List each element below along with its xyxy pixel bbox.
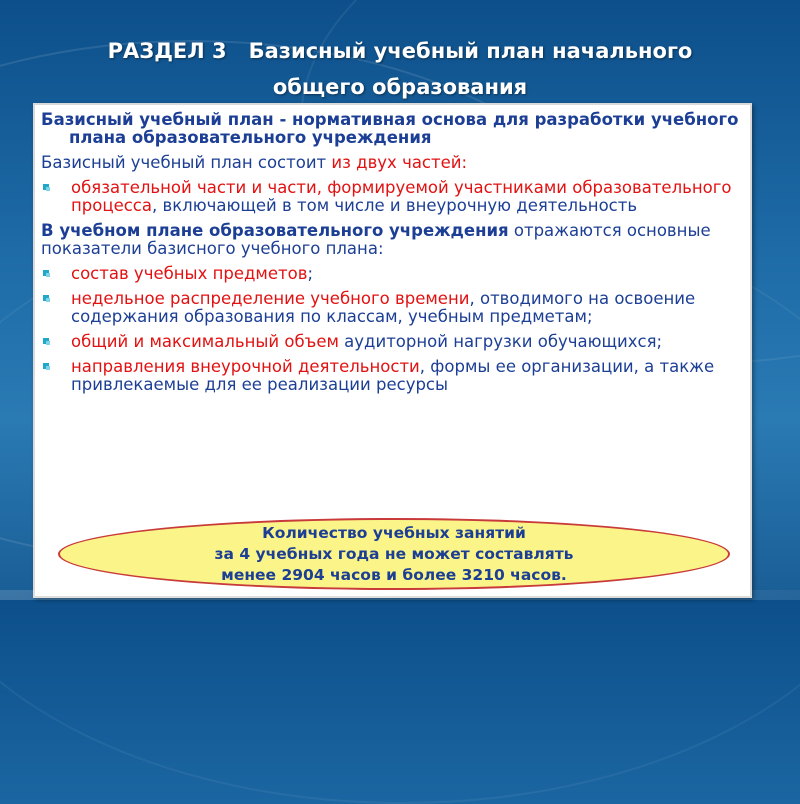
title-line-1 <box>40 33 760 69</box>
definition-paragraph: Базисный учебный план - нормативная основа для разработки учебного плана образовательного учреждения <box>41 110 739 147</box>
bullet-icon <box>43 270 49 276</box>
list-item-highlight: недельное распределение учебного времени <box>71 289 470 308</box>
parts-text: Базисный учебный план состоит <box>41 153 332 172</box>
list-item <box>41 333 740 351</box>
list-item <box>41 290 740 326</box>
section-label: РАЗДЕЛ 3 <box>107 39 227 63</box>
parts-paragraph <box>41 154 740 172</box>
list-item-highlight: обязательной части и части, формируемой участниками образовательного процесса <box>71 178 732 215</box>
parts-highlight: из двух частей: <box>331 153 468 172</box>
list-item-text: , формы ее организации, а также привлекаемые для ее реализации ресурсы <box>71 357 715 394</box>
hours-callout <box>58 518 730 590</box>
bullet-icon <box>43 295 49 301</box>
title-line-2: общего образования <box>272 75 528 99</box>
bullet-icon <box>43 363 49 369</box>
slide-title <box>40 33 760 105</box>
list-item-text: аудиторной нагрузки обучающихся; <box>338 332 663 351</box>
plan-paragraph <box>41 222 740 258</box>
callout-line-2: за 4 учебных года не может составлять <box>214 545 574 563</box>
footer-strip <box>0 590 800 600</box>
list-item-highlight: направления внеурочной деятельности <box>71 357 420 376</box>
list-item-text: , отводимого на освоение содержания образования по классам, учебным предметам; <box>71 289 696 326</box>
plan-bold-text: В учебном плане образовательного учреждения <box>41 221 509 240</box>
list-item <box>41 179 740 215</box>
bullet-icon <box>43 184 49 190</box>
title-text-1: Базисный учебный план начального <box>248 39 693 63</box>
list-item <box>41 265 740 283</box>
list-item <box>41 358 740 394</box>
list-item-text: ; <box>307 264 314 283</box>
callout-line-3: менее 2904 часов и более 3210 часов. <box>221 566 567 584</box>
bullet-icon <box>43 338 49 344</box>
callout-line-1: Количество учебных занятий <box>262 524 526 542</box>
list-item-text: , включающей в том числе и внеурочную деятельность <box>152 196 638 215</box>
plan-text: отражаются основные показатели базисного учебного плана: <box>41 221 711 258</box>
list-item-highlight: общий и максимальный объем <box>71 332 339 351</box>
list-item-highlight: состав учебных предметов <box>71 264 308 283</box>
content-body <box>41 111 740 401</box>
